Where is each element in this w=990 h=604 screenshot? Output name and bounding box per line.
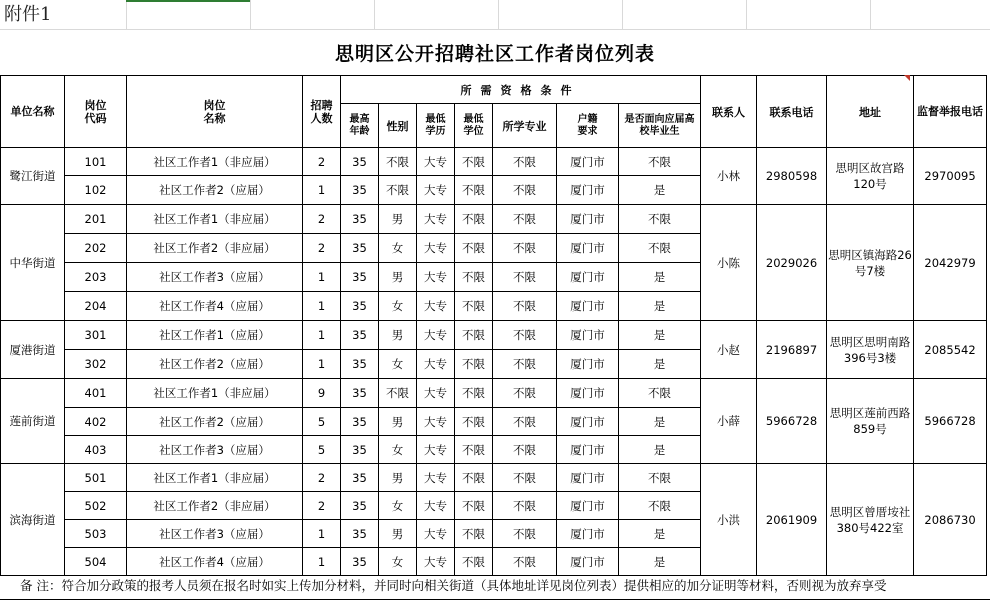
post-name-cell: 社区工作者3（应届） [127, 520, 303, 548]
gender-cell: 男 [379, 321, 417, 350]
fresh-grad-cell: 是 [619, 292, 701, 321]
table-row [1, 321, 987, 350]
gender-cell: 不限 [379, 148, 417, 176]
education-cell: 大专 [417, 350, 455, 379]
education-cell: 大专 [417, 263, 455, 292]
header-fresh-grad: 是否面向应届高校毕业生 [619, 104, 701, 148]
count-cell: 1 [303, 520, 341, 548]
fresh-grad-cell: 是 [619, 436, 701, 464]
header-address: 地址 [827, 76, 914, 148]
hukou-cell: 厦门市 [557, 379, 619, 408]
education-cell: 大专 [417, 379, 455, 408]
education-cell: 大专 [417, 436, 455, 464]
selected-cell-indicator [126, 0, 250, 2]
hukou-cell: 厦门市 [557, 408, 619, 436]
fresh-grad-cell: 是 [619, 350, 701, 379]
age-cell: 35 [341, 520, 379, 548]
header-degree: 最低学位 [455, 104, 493, 148]
unit-cell: 滨海街道 [1, 464, 65, 576]
report-phone-cell: 2085542 [914, 321, 987, 379]
comment-indicator-icon [904, 75, 910, 81]
unit-cell: 莲前街道 [1, 379, 65, 464]
hukou-cell: 厦门市 [557, 520, 619, 548]
count-cell: 9 [303, 379, 341, 408]
post-name-cell: 社区工作者4（应届） [127, 292, 303, 321]
fresh-grad-cell: 是 [619, 408, 701, 436]
post-table [0, 75, 987, 576]
hukou-cell: 厦门市 [557, 548, 619, 576]
degree-cell: 不限 [455, 205, 493, 234]
education-cell: 大专 [417, 292, 455, 321]
education-cell: 大专 [417, 492, 455, 520]
footnote: 备 注：符合加分政策的报考人员须在报名时如实上传加分材料，并同时向相关街道（具体地址详见岗位列表）提供相应的加分证明等材料，否则视为放弃享受 [0, 572, 990, 600]
degree-cell: 不限 [455, 263, 493, 292]
count-cell: 2 [303, 205, 341, 234]
post-code-cell: 102 [65, 176, 127, 205]
gender-cell: 不限 [379, 379, 417, 408]
phone-cell: 2196897 [757, 321, 827, 379]
gender-cell: 女 [379, 350, 417, 379]
post-name-cell: 社区工作者3（应届） [127, 263, 303, 292]
count-cell: 1 [303, 350, 341, 379]
header-post-code: 岗位代码 [65, 76, 127, 148]
contact-cell: 小陈 [701, 205, 757, 321]
age-cell: 35 [341, 379, 379, 408]
table-row [1, 205, 987, 234]
hukou-cell: 厦门市 [557, 464, 619, 492]
fresh-grad-cell: 是 [619, 520, 701, 548]
hukou-cell: 厦门市 [557, 321, 619, 350]
post-name-cell: 社区工作者2（非应届） [127, 492, 303, 520]
hukou-cell: 厦门市 [557, 205, 619, 234]
address-cell: 思明区莲前西路859号 [827, 379, 914, 464]
fresh-grad-cell: 不限 [619, 148, 701, 176]
fresh-grad-cell: 不限 [619, 205, 701, 234]
post-code-cell: 503 [65, 520, 127, 548]
major-cell: 不限 [493, 379, 557, 408]
count-cell: 5 [303, 408, 341, 436]
unit-cell: 中华街道 [1, 205, 65, 321]
count-cell: 1 [303, 176, 341, 205]
post-code-cell: 302 [65, 350, 127, 379]
age-cell: 35 [341, 408, 379, 436]
count-cell: 2 [303, 464, 341, 492]
gender-cell: 女 [379, 292, 417, 321]
hukou-cell: 厦门市 [557, 292, 619, 321]
post-code-cell: 501 [65, 464, 127, 492]
age-cell: 35 [341, 548, 379, 576]
header-unit: 单位名称 [1, 76, 65, 148]
post-name-cell: 社区工作者1（非应届） [127, 464, 303, 492]
age-cell: 35 [341, 148, 379, 176]
major-cell: 不限 [493, 176, 557, 205]
contact-cell: 小洪 [701, 464, 757, 576]
gender-cell: 不限 [379, 176, 417, 205]
education-cell: 大专 [417, 520, 455, 548]
fresh-grad-cell: 不限 [619, 492, 701, 520]
report-phone-cell: 2086730 [914, 464, 987, 576]
gender-cell: 女 [379, 492, 417, 520]
age-cell: 35 [341, 492, 379, 520]
major-cell: 不限 [493, 148, 557, 176]
fresh-grad-cell: 不限 [619, 234, 701, 263]
hukou-cell: 厦门市 [557, 176, 619, 205]
count-cell: 1 [303, 321, 341, 350]
unit-cell: 厦港街道 [1, 321, 65, 379]
address-cell: 思明区故宫路120号 [827, 148, 914, 205]
major-cell: 不限 [493, 350, 557, 379]
count-cell: 2 [303, 492, 341, 520]
gender-cell: 女 [379, 234, 417, 263]
degree-cell: 不限 [455, 292, 493, 321]
fresh-grad-cell: 是 [619, 176, 701, 205]
age-cell: 35 [341, 464, 379, 492]
education-cell: 大专 [417, 148, 455, 176]
header-hukou: 户籍要求 [557, 104, 619, 148]
post-code-cell: 402 [65, 408, 127, 436]
post-code-cell: 204 [65, 292, 127, 321]
table-body [1, 148, 987, 576]
header-age: 最高年龄 [341, 104, 379, 148]
education-cell: 大专 [417, 548, 455, 576]
post-code-cell: 502 [65, 492, 127, 520]
major-cell: 不限 [493, 234, 557, 263]
gender-cell: 男 [379, 464, 417, 492]
gender-cell: 男 [379, 408, 417, 436]
header-major: 所学专业 [493, 104, 557, 148]
post-code-cell: 301 [65, 321, 127, 350]
major-cell: 不限 [493, 205, 557, 234]
hukou-cell: 厦门市 [557, 492, 619, 520]
post-name-cell: 社区工作者1（非应届） [127, 205, 303, 234]
degree-cell: 不限 [455, 350, 493, 379]
address-cell: 思明区曾厝垵社380号422室 [827, 464, 914, 576]
hukou-cell: 厦门市 [557, 234, 619, 263]
gender-cell: 男 [379, 205, 417, 234]
degree-cell: 不限 [455, 234, 493, 263]
post-name-cell: 社区工作者2（应届） [127, 350, 303, 379]
attachment-label: 附件1 [4, 4, 52, 25]
post-code-cell: 202 [65, 234, 127, 263]
post-name-cell: 社区工作者2（应届） [127, 176, 303, 205]
age-cell: 35 [341, 205, 379, 234]
post-code-cell: 401 [65, 379, 127, 408]
phone-cell: 2980598 [757, 148, 827, 205]
page-title: 思明区公开招聘社区工作者岗位列表 [334, 43, 655, 65]
phone-cell: 2061909 [757, 464, 827, 576]
post-name-cell: 社区工作者2（应届） [127, 408, 303, 436]
major-cell: 不限 [493, 548, 557, 576]
age-cell: 35 [341, 263, 379, 292]
fresh-grad-cell: 是 [619, 548, 701, 576]
address-cell: 思明区镇海路26号7楼 [827, 205, 914, 321]
header-contact: 联系人 [701, 76, 757, 148]
header-education: 最低学历 [417, 104, 455, 148]
hukou-cell: 厦门市 [557, 436, 619, 464]
major-cell: 不限 [493, 321, 557, 350]
header-phone: 联系电话 [757, 76, 827, 148]
post-name-cell: 社区工作者1（应届） [127, 321, 303, 350]
contact-cell: 小薛 [701, 379, 757, 464]
fresh-grad-cell: 是 [619, 321, 701, 350]
age-cell: 35 [341, 234, 379, 263]
gender-cell: 女 [379, 548, 417, 576]
count-cell: 2 [303, 148, 341, 176]
header-requirements: 所需资格条件 [341, 76, 701, 104]
hukou-cell: 厦门市 [557, 263, 619, 292]
hukou-cell: 厦门市 [557, 350, 619, 379]
gender-cell: 男 [379, 520, 417, 548]
degree-cell: 不限 [455, 176, 493, 205]
phone-cell: 5966728 [757, 379, 827, 464]
age-cell: 35 [341, 176, 379, 205]
report-phone-cell: 2042979 [914, 205, 987, 321]
post-code-cell: 203 [65, 263, 127, 292]
header-count: 招聘人数 [303, 76, 341, 148]
degree-cell: 不限 [455, 520, 493, 548]
fresh-grad-cell: 不限 [619, 464, 701, 492]
post-code-cell: 504 [65, 548, 127, 576]
post-name-cell: 社区工作者1（非应届） [127, 379, 303, 408]
post-name-cell: 社区工作者2（非应届） [127, 234, 303, 263]
degree-cell: 不限 [455, 408, 493, 436]
post-name-cell: 社区工作者1（非应届） [127, 148, 303, 176]
degree-cell: 不限 [455, 379, 493, 408]
education-cell: 大专 [417, 464, 455, 492]
education-cell: 大专 [417, 176, 455, 205]
degree-cell: 不限 [455, 436, 493, 464]
post-name-cell: 社区工作者3（应届） [127, 436, 303, 464]
report-phone-cell: 5966728 [914, 379, 987, 464]
age-cell: 35 [341, 436, 379, 464]
major-cell: 不限 [493, 492, 557, 520]
count-cell: 2 [303, 234, 341, 263]
degree-cell: 不限 [455, 492, 493, 520]
gender-cell: 男 [379, 263, 417, 292]
post-code-cell: 101 [65, 148, 127, 176]
count-cell: 1 [303, 263, 341, 292]
header-report-phone: 监督举报电话 [914, 76, 987, 148]
count-cell: 1 [303, 292, 341, 321]
education-cell: 大专 [417, 408, 455, 436]
major-cell: 不限 [493, 408, 557, 436]
education-cell: 大专 [417, 234, 455, 263]
gender-cell: 女 [379, 436, 417, 464]
major-cell: 不限 [493, 436, 557, 464]
contact-cell: 小林 [701, 148, 757, 205]
major-cell: 不限 [493, 292, 557, 321]
header-gender: 性别 [379, 104, 417, 148]
header-post-name: 岗位名称 [127, 76, 303, 148]
phone-cell: 2029026 [757, 205, 827, 321]
fresh-grad-cell: 是 [619, 263, 701, 292]
spreadsheet-top-grid [0, 0, 990, 30]
unit-cell: 鹭江街道 [1, 148, 65, 205]
hukou-cell: 厦门市 [557, 148, 619, 176]
post-code-cell: 201 [65, 205, 127, 234]
contact-cell: 小赵 [701, 321, 757, 379]
degree-cell: 不限 [455, 321, 493, 350]
degree-cell: 不限 [455, 148, 493, 176]
count-cell: 1 [303, 548, 341, 576]
major-cell: 不限 [493, 263, 557, 292]
report-phone-cell: 2970095 [914, 148, 987, 205]
education-cell: 大专 [417, 205, 455, 234]
post-name-cell: 社区工作者4（应届） [127, 548, 303, 576]
age-cell: 35 [341, 350, 379, 379]
table-row [1, 464, 987, 492]
major-cell: 不限 [493, 520, 557, 548]
fresh-grad-cell: 不限 [619, 379, 701, 408]
post-code-cell: 403 [65, 436, 127, 464]
degree-cell: 不限 [455, 464, 493, 492]
education-cell: 大专 [417, 321, 455, 350]
age-cell: 35 [341, 292, 379, 321]
address-cell: 思明区思明南路396号3楼 [827, 321, 914, 379]
major-cell: 不限 [493, 464, 557, 492]
age-cell: 35 [341, 321, 379, 350]
degree-cell: 不限 [455, 548, 493, 576]
table-row [1, 379, 987, 408]
table-row [1, 148, 987, 176]
count-cell: 5 [303, 436, 341, 464]
